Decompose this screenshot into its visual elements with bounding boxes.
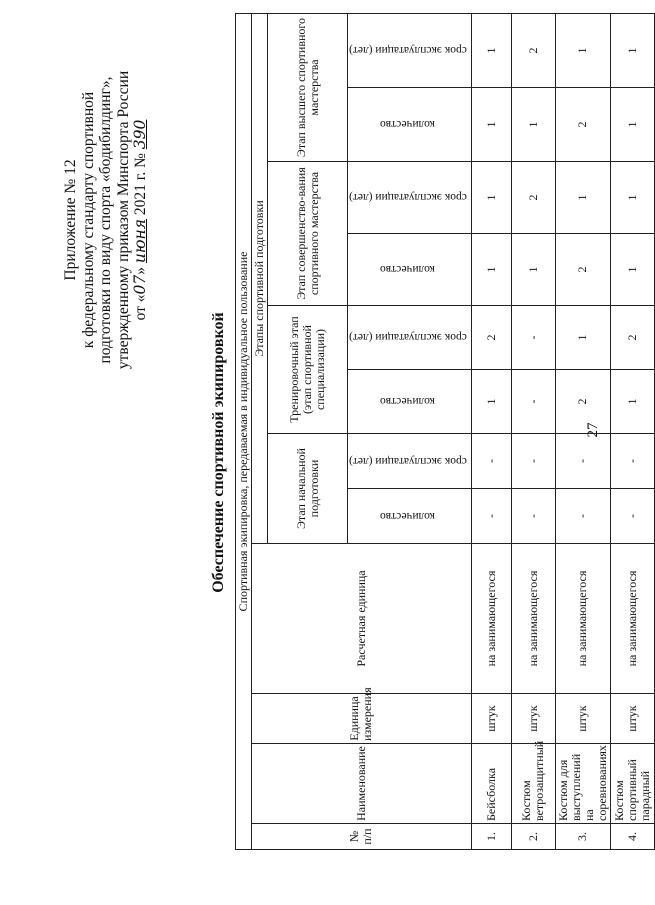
- col-header-unit: Единица измерения: [252, 694, 472, 744]
- cell-value: -: [610, 489, 654, 544]
- cell-value: 1: [610, 370, 654, 434]
- stage-header-higher: Этап высшего спортивного мастерства: [268, 13, 348, 161]
- row-calc: на занимающегося: [471, 544, 511, 694]
- page-number: 27: [585, 422, 601, 438]
- appendix-line-2: к федеральному стандарту спортивной: [79, 91, 97, 349]
- cell-value: -: [471, 434, 511, 489]
- sub-header-qty: [348, 234, 472, 306]
- appendix-line-3: подготовки по виду спорта «бодибилдинг»,: [97, 76, 114, 364]
- sub-header-qty-label: количество: [380, 263, 436, 276]
- col-header-name: Наименование: [252, 744, 472, 824]
- cell-value: 1: [511, 88, 555, 162]
- cell-value: 2: [610, 306, 654, 370]
- sub-header-qty-label: количество: [380, 510, 436, 522]
- cell-value: 2: [555, 88, 610, 162]
- sub-header-term: [348, 162, 472, 234]
- stage-header-improvement: Этап совершенство-вания спортивного мастерства: [268, 162, 348, 306]
- cell-value: -: [610, 434, 654, 489]
- cell-value: -: [511, 434, 555, 489]
- order-number: 390: [131, 119, 149, 150]
- date-month: июня: [131, 218, 149, 264]
- sub-header-term: [348, 13, 472, 87]
- sub-header-term-label: срок эксплуатации (лет): [349, 455, 467, 467]
- appendix-line-5: [132, 10, 150, 430]
- col-header-num: № п/п: [252, 824, 472, 850]
- row-name: Костюм ветрозащитный: [511, 744, 555, 824]
- cell-value: 1: [471, 88, 511, 162]
- cell-value: 1: [471, 370, 511, 434]
- cell-value: 1: [471, 234, 511, 306]
- cell-value: 1: [555, 162, 610, 234]
- row-calc: на занимающегося: [610, 544, 654, 694]
- table-top-header: Спортивная экипировка, передаваемая в индивидуальное пользование: [236, 13, 252, 849]
- stages-header: Этапы спортивной подготовки: [252, 13, 268, 543]
- cell-value: 1: [471, 13, 511, 87]
- date-mid: »: [132, 266, 149, 275]
- table-row: [610, 13, 654, 849]
- equipment-table: [235, 13, 655, 850]
- row-name: Костюм для выступлений на соревнованиях: [555, 744, 610, 824]
- cell-value: -: [511, 306, 555, 370]
- row-unit: штук: [610, 694, 654, 744]
- sub-header-term: [348, 306, 472, 370]
- sub-header-term-label: срок эксплуатации (лет): [349, 44, 467, 57]
- cell-value: 2: [511, 162, 555, 234]
- appendix-header: [62, 10, 150, 430]
- row-unit: штук: [511, 694, 555, 744]
- cell-value: 1: [610, 13, 654, 87]
- sub-header-qty: [348, 489, 472, 544]
- cell-value: -: [555, 489, 610, 544]
- cell-value: 1: [610, 234, 654, 306]
- sub-header-term: [348, 434, 472, 489]
- row-calc: на занимающегося: [511, 544, 555, 694]
- cell-value: -: [555, 434, 610, 489]
- row-name: Костюм спортивный парадный: [610, 744, 654, 824]
- date-day: 07: [131, 274, 149, 295]
- row-num: 1.: [471, 824, 511, 850]
- row-num: 2.: [511, 824, 555, 850]
- row-name: Бейсболка: [471, 744, 511, 824]
- date-prefix: от «: [132, 294, 149, 321]
- cell-value: 2: [555, 234, 610, 306]
- sub-header-term-label: срок эксплуатации (лет): [349, 191, 467, 204]
- cell-value: 1: [610, 162, 654, 234]
- row-unit: штук: [471, 694, 511, 744]
- cell-value: -: [471, 489, 511, 544]
- sub-header-term-label: срок эксплуатации (лет): [349, 331, 467, 344]
- sub-header-qty-label: количество: [380, 395, 436, 408]
- date-year: 2021 г. №: [132, 153, 149, 216]
- cell-value: 2: [555, 370, 610, 434]
- row-calc: на занимающегося: [555, 544, 610, 694]
- cell-value: 1: [610, 88, 654, 162]
- cell-value: -: [511, 489, 555, 544]
- cell-value: 1: [555, 13, 610, 87]
- stage-header-training: Тренировочный этап (этап спортивной специализации): [268, 306, 348, 434]
- cell-value: -: [511, 370, 555, 434]
- row-num: 3.: [555, 824, 610, 850]
- table-row: [471, 13, 511, 849]
- page-title: Обеспечение спортивной экипировкой: [210, 312, 227, 593]
- table-row: [511, 13, 555, 849]
- cell-value: 1: [511, 234, 555, 306]
- appendix-line-4: утвержденному приказом Минспорта России: [114, 70, 132, 370]
- sub-header-qty: [348, 370, 472, 434]
- sub-header-qty: [348, 88, 472, 162]
- row-unit: штук: [555, 694, 610, 744]
- sub-header-qty-label: количество: [380, 118, 436, 131]
- cell-value: 1: [471, 162, 511, 234]
- table-row: [555, 13, 610, 849]
- row-num: 4.: [610, 824, 654, 850]
- cell-value: 2: [471, 306, 511, 370]
- appendix-line-1: Приложение № 12: [62, 159, 79, 281]
- col-header-calc: Расчетная единица: [252, 544, 472, 694]
- stage-header-initial: Этап начальной подготовки: [268, 434, 348, 544]
- cell-value: 1: [555, 306, 610, 370]
- cell-value: 2: [511, 13, 555, 87]
